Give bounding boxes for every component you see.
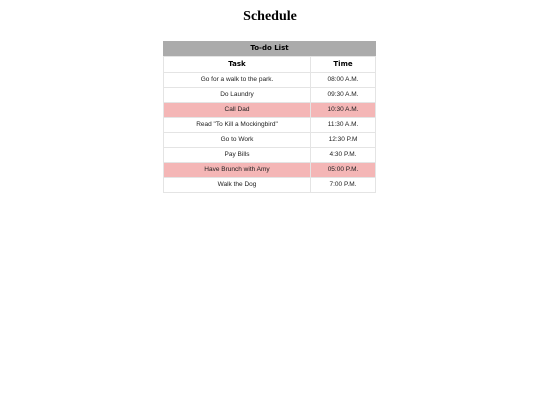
task-cell: Have Brunch with Amy: [164, 163, 311, 178]
task-cell: Pay Bills: [164, 148, 311, 163]
table-row: [164, 163, 376, 178]
todo-table: [163, 41, 376, 193]
column-header-task: Task: [164, 57, 311, 73]
table-row: [164, 178, 376, 193]
table-row: [164, 133, 376, 148]
table-row: [164, 73, 376, 88]
task-cell: Go for a walk to the park.: [164, 73, 311, 88]
table-row: [164, 118, 376, 133]
task-cell: Call Dad: [164, 103, 311, 118]
table-caption: To-do List: [163, 41, 376, 56]
time-cell: 09:30 A.M.: [311, 88, 376, 103]
table-row: [164, 103, 376, 118]
time-cell: 10:30 A.M.: [311, 103, 376, 118]
task-cell: Go to Work: [164, 133, 311, 148]
table-body: [164, 73, 376, 193]
time-cell: 12:30 P.M: [311, 133, 376, 148]
time-cell: 11:30 A.M.: [311, 118, 376, 133]
table-header: [164, 57, 376, 73]
time-cell: 05:00 P.M.: [311, 163, 376, 178]
time-cell: 7:00 P.M.: [311, 178, 376, 193]
page-title: Schedule: [243, 9, 297, 24]
table-row: [164, 88, 376, 103]
time-cell: 4:30 P.M.: [311, 148, 376, 163]
time-cell: 08:00 A.M.: [311, 73, 376, 88]
column-header-time: Time: [311, 57, 376, 73]
table-row: [164, 148, 376, 163]
task-cell: Do Laundry: [164, 88, 311, 103]
task-cell: Walk the Dog: [164, 178, 311, 193]
task-cell: Read "To Kill a Mockingbird": [164, 118, 311, 133]
table-header-row: [164, 57, 376, 73]
